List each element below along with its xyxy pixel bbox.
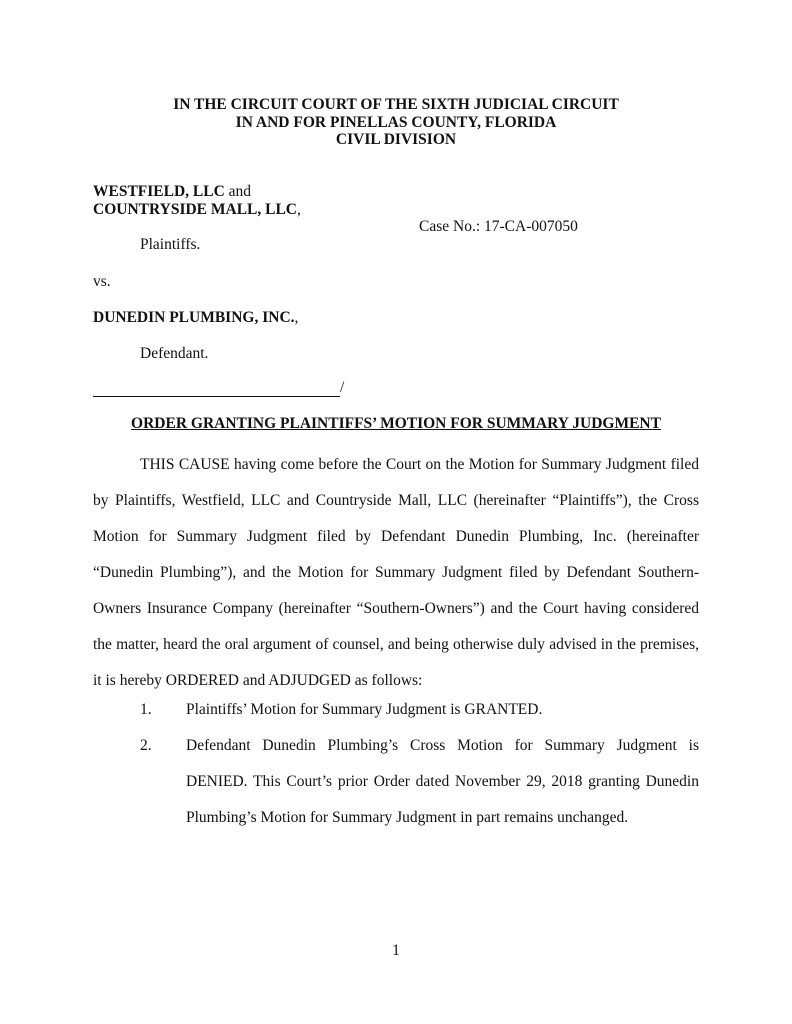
order-intro-text: THIS CAUSE having come before the Court on the Motion for Summary Judgment filed by Plaintiffs, Westfield, LLC and Countryside Mall, LLC (hereinafter “Plaintiffs”), the Cross Motion for Summary Judgment filed by Defendant Dunedin Plumbing, Inc. (hereinafter “Dunedin Plumbing”), and the Motion for Summary Judgment filed by Defendant Southern-Owners Insurance Company (hereinafter “Southern-Owners”) and the Court having considered the matter, heard the oral argument of counsel, and being otherwise duly advised in the premises, it is hereby ORDERED and ADJUDGED as follows: bbox=[93, 456, 699, 689]
item-2-number: 2. bbox=[140, 737, 152, 754]
caption-slash: / bbox=[340, 379, 345, 396]
caption-division-line: CIVIL DIVISION bbox=[335, 131, 457, 148]
case-number: Case No.: 17-CA-007050 bbox=[419, 218, 578, 235]
caption-court-line: IN THE CIRCUIT COURT OF THE SIXTH JUDICIAL CIRCUIT bbox=[173, 96, 619, 113]
plaintiff-2-name: COUNTRYSIDE MALL, LLC bbox=[93, 201, 297, 218]
order-title: ORDER GRANTING PLAINTIFFS’ MOTION FOR SUMMARY JUDGMENT bbox=[131, 415, 661, 432]
court-caption bbox=[0, 96, 792, 149]
defendant-suffix: , bbox=[294, 309, 299, 326]
defendant bbox=[93, 309, 298, 327]
plaintiff-1-suffix: and bbox=[224, 183, 252, 200]
item-2-text: Defendant Dunedin Plumbing’s Cross Motion for Summary Judgment is DENIED. This Court’s prior Order dated November 29, 2018 granting Dunedin Plumbing’s Motion for Summary Judgment in part remains unchanged. bbox=[186, 737, 699, 826]
defendant-label: Defendant. bbox=[140, 345, 209, 362]
plaintiff-1 bbox=[93, 183, 251, 201]
plaintiff-2 bbox=[93, 201, 301, 219]
item-1-number: 1. bbox=[140, 701, 152, 718]
plaintiff-1-name: WESTFIELD, LLC bbox=[93, 183, 225, 200]
plaintiffs-label: Plaintiffs. bbox=[140, 236, 201, 253]
defendant-name: DUNEDIN PLUMBING, INC. bbox=[93, 309, 295, 326]
caption-end-line bbox=[93, 379, 344, 397]
order-intro-paragraph bbox=[93, 447, 699, 699]
caption-rule bbox=[93, 381, 340, 397]
item-1-text: Plaintiffs’ Motion for Summary Judgment is GRANTED. bbox=[186, 701, 543, 718]
page-number: 1 bbox=[392, 942, 400, 959]
versus: vs. bbox=[93, 273, 111, 290]
plaintiff-2-suffix: , bbox=[297, 201, 301, 218]
caption-county-line: IN AND FOR PINELLAS COUNTY, FLORIDA bbox=[235, 113, 557, 131]
